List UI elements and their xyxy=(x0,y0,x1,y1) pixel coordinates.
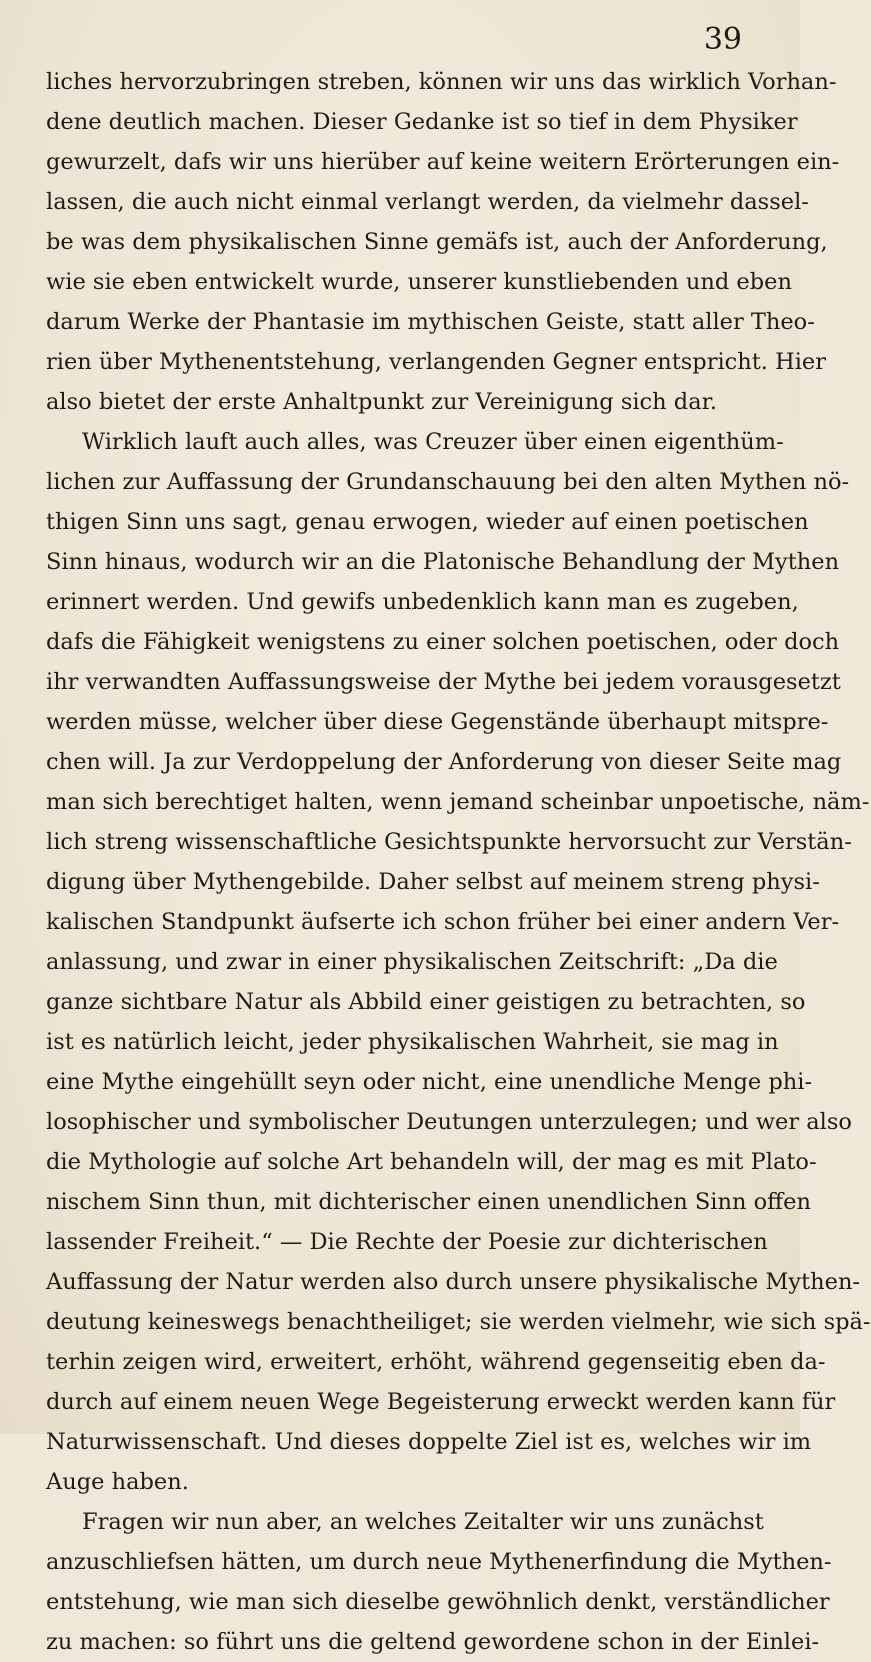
text-line: Auffassung der Natur werden also durch unsere physikalische Mythen- xyxy=(46,1269,861,1295)
text-line: lich streng wissenschaftliche Gesichtspunkte hervorsucht zur Verstän- xyxy=(46,829,852,855)
text-line: dene deutlich machen. Dieser Gedanke ist so tief in dem Physiker xyxy=(46,109,798,135)
text-line: zu machen: so führt uns die geltend gewordene schon in der Einlei- xyxy=(46,1629,820,1655)
page-number: 39 xyxy=(703,22,742,57)
text-line: entstehung, wie man sich dieselbe gewöhnlich denkt, verständlicher xyxy=(46,1589,830,1615)
text-line: werden müsse, welcher über diese Gegenstände überhaupt mitspre- xyxy=(46,709,829,735)
text-line: Naturwissenschaft. Und dieses doppelte Ziel ist es, welches wir im xyxy=(46,1429,812,1455)
text-line: Wirklich lauft auch alles, was Creuzer über einen eigenthüm- xyxy=(82,429,784,455)
text-line: kalischen Standpunkt äufserte ich schon früher bei einer andern Ver- xyxy=(46,909,840,935)
text-line: erinnert werden. Und gewifs unbedenklich kann man es zugeben, xyxy=(46,589,799,615)
text-line: anlassung, und zwar in einer physikalischen Zeitschrift: „Da die xyxy=(46,949,778,975)
text-line: liches hervorzubringen streben, können wir uns das wirklich Vorhan- xyxy=(46,69,837,95)
text-line: ist es natürlich leicht, jeder physikalischen Wahrheit, sie mag in xyxy=(46,1029,779,1055)
text-line: darum Werke der Phantasie im mythischen Geiste, statt aller Theo- xyxy=(46,309,815,335)
text-line: nischem Sinn thun, mit dichterischer einen unendlichen Sinn offen xyxy=(46,1189,811,1215)
text-line: losophischer und symbolischer Deutungen unterzulegen; und wer also xyxy=(46,1109,852,1135)
text-line: anzuschliefsen hätten, um durch neue Mythenerfindung die Mythen- xyxy=(46,1549,832,1575)
text-line: gewurzelt, dafs wir uns hierüber auf keine weitern Erörterungen ein- xyxy=(46,149,840,175)
text-line: be was dem physikalischen Sinne gemäfs ist, auch der Anforderung, xyxy=(46,229,828,255)
text-line: Auge haben. xyxy=(46,1469,189,1495)
text-line: terhin zeigen wird, erweitert, erhöht, während gegenseitig eben da- xyxy=(46,1349,826,1375)
text-line: dafs die Fähigkeit wenigstens zu einer solchen poetischen, oder doch xyxy=(46,629,840,655)
text-line: die Mythologie auf solche Art behandeln will, der mag es mit Plato- xyxy=(46,1149,817,1175)
text-line: durch auf einem neuen Wege Begeisterung erweckt werden kann für xyxy=(46,1389,836,1415)
text-line: thigen Sinn uns sagt, genau erwogen, wieder auf einen poetischen xyxy=(46,509,809,535)
text-line: wie sie eben entwickelt wurde, unserer kunstliebenden und eben xyxy=(46,269,792,295)
text-line: eine Mythe eingehüllt seyn oder nicht, eine unendliche Menge phi- xyxy=(46,1069,813,1095)
body-text xyxy=(46,62,871,1662)
text-line: also bietet der erste Anhaltpunkt zur Vereinigung sich dar. xyxy=(46,389,718,415)
text-line: rien über Mythenentstehung, verlangenden Gegner entspricht. Hier xyxy=(46,349,826,375)
text-line: lassen, die auch nicht einmal verlangt werden, da vielmehr dassel- xyxy=(46,189,809,215)
text-line: Sinn hinaus, wodurch wir an die Platonische Behandlung der Mythen xyxy=(46,549,840,575)
text-line: Fragen wir nun aber, an welches Zeitalter wir uns zunächst xyxy=(82,1509,764,1535)
text-line: lichen zur Auffassung der Grundanschauung bei den alten Mythen nö- xyxy=(46,469,850,495)
text-line: ganze sichtbare Natur als Abbild einer geistigen zu betrachten, so xyxy=(46,989,806,1015)
text-line: man sich berechtiget halten, wenn jemand scheinbar unpoetische, näm- xyxy=(46,789,870,815)
text-line: lassender Freiheit.“ — Die Rechte der Poesie zur dichterischen xyxy=(46,1229,768,1255)
text-line: chen will. Ja zur Verdoppelung der Anforderung von dieser Seite mag xyxy=(46,749,842,775)
text-line: ihr verwandten Auffassungsweise der Mythe bei jedem vorausgesetzt xyxy=(46,669,841,695)
text-line: deutung keineswegs benachtheiliget; sie werden vielmehr, wie sich spä- xyxy=(46,1309,871,1335)
text-line: digung über Mythengebilde. Daher selbst auf meinem streng physi- xyxy=(46,869,820,895)
